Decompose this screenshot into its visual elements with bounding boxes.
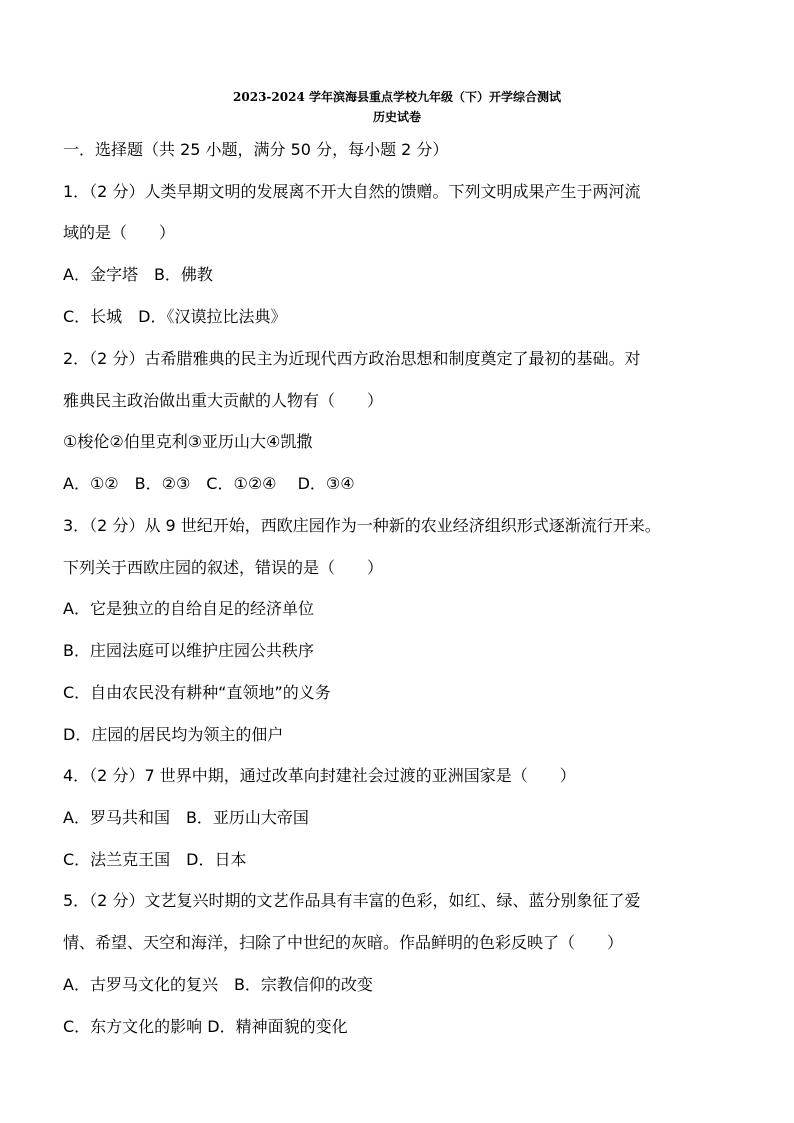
exam-title: 2023-2024 学年滨海县重点学校九年级（下）开学综合测试 xyxy=(233,90,561,104)
q1-options-line-1: A．金字塔 B．佛教 xyxy=(63,265,213,284)
q3-option-a: A．它是独立的自给自足的经济单位 xyxy=(63,599,314,618)
section-heading: 一．选择题（共 25 小题，满分 50 分，每小题 2 分） xyxy=(63,140,449,159)
q1-stem-line-1: 1．（2 分）人类早期文明的发展离不开大自然的馈赠。下列文明成果产生于两河流 xyxy=(63,182,641,201)
q5-options-line-1: A．古罗马文化的复兴 B．宗教信仰的改变 xyxy=(63,975,373,994)
q3-stem-line-1: 3．（2 分）从 9 世纪开始，西欧庄园作为一种新的农业经济组织形式逐渐流行开来。 xyxy=(63,516,661,535)
q5-stem-line-1: 5．（2 分）文艺复兴时期的文艺作品具有丰富的色彩，如红、绿、蓝分别象征了爱 xyxy=(63,891,641,910)
q4-options-line-2: C．法兰克王国 D．日本 xyxy=(63,850,247,869)
q3-option-b: B．庄园法庭可以维护庄园公共秩序 xyxy=(63,641,314,660)
q2-stem-line-3: ①梭伦②伯里克利③亚历山大④凯撒 xyxy=(63,432,313,451)
q3-option-d: D．庄园的居民均为领主的佃户 xyxy=(63,725,284,744)
q5-options-line-2: C．东方文化的影响 D．精神面貌的变化 xyxy=(63,1017,348,1036)
q4-options-line-1: A．罗马共和国 B．亚历山大帝国 xyxy=(63,808,309,827)
q2-options-line-1: A．①② B．②③ C．①②④ D．③④ xyxy=(63,474,355,493)
q3-option-c: C．自由农民没有耕种“直领地”的义务 xyxy=(63,683,331,702)
q5-stem-line-2: 情、希望、天空和海洋，扫除了中世纪的灰暗。作品鲜明的色彩反映了（ ） xyxy=(63,933,624,952)
q4-stem-line-1: 4．（2 分）7 世界中期，通过改革向封建社会过渡的亚洲国家是（ ） xyxy=(63,766,576,785)
q1-stem-line-2: 域的是（ ） xyxy=(63,223,176,242)
q3-stem-line-2: 下列关于西欧庄园的叙述，错误的是（ ） xyxy=(63,558,384,577)
q1-options-line-2: C．长城 D．《汉谟拉比法典》 xyxy=(63,307,287,326)
exam-subtitle: 历史试卷 xyxy=(372,110,421,124)
q2-stem-line-2: 雅典民主政治做出重大贡献的人物有（ ） xyxy=(63,391,384,410)
q2-stem-line-1: 2．（2 分）古希腊雅典的民主为近现代西方政治思想和制度奠定了最初的基础。对 xyxy=(63,349,641,368)
